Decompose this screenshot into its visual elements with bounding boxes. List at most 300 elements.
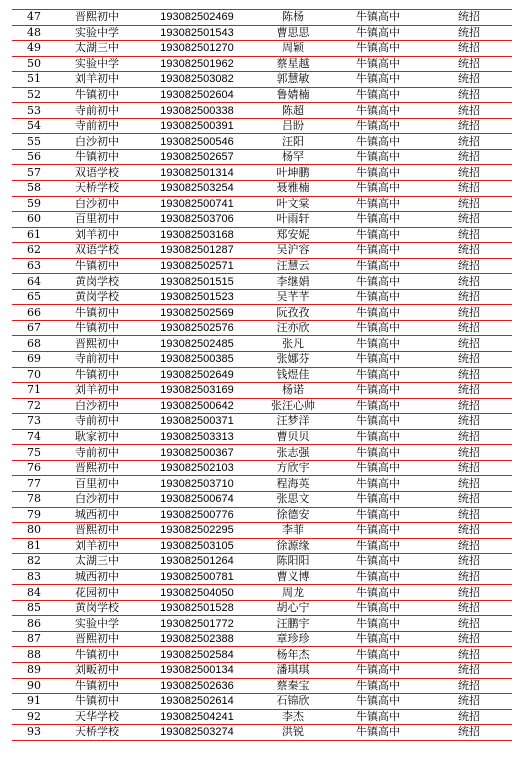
student-name-cell: 阮孜孜 <box>256 305 330 321</box>
exam-id-cell: 193082503169 <box>138 383 256 399</box>
admitted-school-cell: 牛镇高中 <box>330 678 426 694</box>
student-name-cell: 汪慧云 <box>256 258 330 274</box>
row-number-cell: 83 <box>12 569 56 585</box>
student-name-cell: 叶坤鹏 <box>256 165 330 181</box>
exam-id-cell: 193082500134 <box>138 662 256 678</box>
table-row <box>12 10 512 26</box>
admission-type-cell: 统招 <box>426 476 512 492</box>
school-cell: 刘羊初中 <box>56 538 138 554</box>
school-cell: 黄岗学校 <box>56 274 138 290</box>
admission-type-cell: 统招 <box>426 149 512 165</box>
exam-id-cell: 193082503706 <box>138 212 256 228</box>
admission-type-cell: 统招 <box>426 694 512 710</box>
row-number-cell: 72 <box>12 398 56 414</box>
row-number-cell: 48 <box>12 25 56 41</box>
table-row <box>12 585 512 601</box>
admitted-school-cell: 牛镇高中 <box>330 507 426 523</box>
student-name-cell: 汪梦洋 <box>256 414 330 430</box>
admitted-school-cell: 牛镇高中 <box>330 523 426 539</box>
row-number-cell: 88 <box>12 647 56 663</box>
exam-id-cell: 193082501962 <box>138 56 256 72</box>
admitted-school-cell: 牛镇高中 <box>330 491 426 507</box>
student-name-cell: 李继娟 <box>256 274 330 290</box>
school-cell: 耿家初中 <box>56 429 138 445</box>
table-row <box>12 600 512 616</box>
student-name-cell: 陈杨 <box>256 10 330 26</box>
exam-id-cell: 193082500391 <box>138 118 256 134</box>
exam-id-cell: 193082500385 <box>138 352 256 368</box>
exam-id-cell: 193082500367 <box>138 445 256 461</box>
student-name-cell: 鲁婧楠 <box>256 87 330 103</box>
school-cell: 晋熙初中 <box>56 10 138 26</box>
table-row <box>12 460 512 476</box>
admitted-school-cell: 牛镇高中 <box>330 616 426 632</box>
school-cell: 晋熙初中 <box>56 336 138 352</box>
row-number-cell: 69 <box>12 352 56 368</box>
school-cell: 寺前初中 <box>56 352 138 368</box>
student-name-cell: 曹思思 <box>256 25 330 41</box>
row-number-cell: 74 <box>12 429 56 445</box>
student-name-cell: 吴芊芊 <box>256 289 330 305</box>
admission-table <box>12 9 512 741</box>
admission-type-cell: 统招 <box>426 662 512 678</box>
exam-id-cell: 193082500642 <box>138 398 256 414</box>
school-cell: 太湖三中 <box>56 41 138 57</box>
student-name-cell: 曹贝贝 <box>256 429 330 445</box>
admitted-school-cell: 牛镇高中 <box>330 87 426 103</box>
row-number-cell: 55 <box>12 134 56 150</box>
admitted-school-cell: 牛镇高中 <box>330 243 426 259</box>
table-row <box>12 320 512 336</box>
admitted-school-cell: 牛镇高中 <box>330 10 426 26</box>
student-name-cell: 张志强 <box>256 445 330 461</box>
admitted-school-cell: 牛镇高中 <box>330 709 426 725</box>
admitted-school-cell: 牛镇高中 <box>330 414 426 430</box>
school-cell: 牛镇初中 <box>56 305 138 321</box>
exam-id-cell: 193082503710 <box>138 476 256 492</box>
exam-id-cell: 193082500781 <box>138 569 256 585</box>
admitted-school-cell: 牛镇高中 <box>330 25 426 41</box>
table-row <box>12 181 512 197</box>
exam-id-cell: 193082500674 <box>138 491 256 507</box>
table-row <box>12 243 512 259</box>
table-row <box>12 662 512 678</box>
row-number-cell: 75 <box>12 445 56 461</box>
table-row <box>12 134 512 150</box>
row-number-cell: 85 <box>12 600 56 616</box>
exam-id-cell: 193082502576 <box>138 320 256 336</box>
row-number-cell: 87 <box>12 631 56 647</box>
admitted-school-cell: 牛镇高中 <box>330 227 426 243</box>
student-name-cell: 叶雨轩 <box>256 212 330 228</box>
table-row <box>12 274 512 290</box>
exam-id-cell: 193082503274 <box>138 725 256 741</box>
table-row <box>12 258 512 274</box>
admitted-school-cell: 牛镇高中 <box>330 476 426 492</box>
school-cell: 百里初中 <box>56 212 138 228</box>
row-number-cell: 81 <box>12 538 56 554</box>
student-name-cell: 杨罕 <box>256 149 330 165</box>
admission-type-cell: 统招 <box>426 274 512 290</box>
admitted-school-cell: 牛镇高中 <box>330 445 426 461</box>
admission-type-cell: 统招 <box>426 554 512 570</box>
student-name-cell: 吴沪容 <box>256 243 330 259</box>
exam-id-cell: 193082501270 <box>138 41 256 57</box>
table-row <box>12 554 512 570</box>
row-number-cell: 86 <box>12 616 56 632</box>
table-row <box>12 476 512 492</box>
exam-id-cell: 193082500338 <box>138 103 256 119</box>
school-cell: 太湖三中 <box>56 554 138 570</box>
table-row <box>12 289 512 305</box>
table-row <box>12 491 512 507</box>
admission-type-cell: 统招 <box>426 87 512 103</box>
exam-id-cell: 193082504050 <box>138 585 256 601</box>
table-row <box>12 398 512 414</box>
student-name-cell: 方欣宇 <box>256 460 330 476</box>
exam-id-cell: 193082502295 <box>138 523 256 539</box>
admission-type-cell: 统招 <box>426 196 512 212</box>
row-number-cell: 78 <box>12 491 56 507</box>
table-row <box>12 383 512 399</box>
table-row <box>12 305 512 321</box>
school-cell: 白沙初中 <box>56 398 138 414</box>
admitted-school-cell: 牛镇高中 <box>330 554 426 570</box>
admitted-school-cell: 牛镇高中 <box>330 258 426 274</box>
exam-id-cell: 193082500741 <box>138 196 256 212</box>
admission-type-cell: 统招 <box>426 616 512 632</box>
row-number-cell: 82 <box>12 554 56 570</box>
exam-id-cell: 193082501543 <box>138 25 256 41</box>
row-number-cell: 77 <box>12 476 56 492</box>
admitted-school-cell: 牛镇高中 <box>330 367 426 383</box>
admission-type-cell: 统招 <box>426 414 512 430</box>
admission-type-cell: 统招 <box>426 181 512 197</box>
student-name-cell: 章珍珍 <box>256 631 330 647</box>
exam-id-cell: 193082502657 <box>138 149 256 165</box>
school-cell: 城西初中 <box>56 569 138 585</box>
student-name-cell: 徐德安 <box>256 507 330 523</box>
student-name-cell: 杨年杰 <box>256 647 330 663</box>
table-row <box>12 678 512 694</box>
exam-id-cell: 193082502604 <box>138 87 256 103</box>
admission-type-cell: 统招 <box>426 507 512 523</box>
row-number-cell: 67 <box>12 320 56 336</box>
admitted-school-cell: 牛镇高中 <box>330 538 426 554</box>
admission-type-cell: 统招 <box>426 460 512 476</box>
admission-type-cell: 统招 <box>426 227 512 243</box>
admitted-school-cell: 牛镇高中 <box>330 352 426 368</box>
student-name-cell: 蔡星越 <box>256 56 330 72</box>
exam-id-cell: 193082502649 <box>138 367 256 383</box>
school-cell: 牛镇初中 <box>56 258 138 274</box>
table-row <box>12 429 512 445</box>
row-number-cell: 59 <box>12 196 56 212</box>
row-number-cell: 60 <box>12 212 56 228</box>
admission-type-cell: 统招 <box>426 709 512 725</box>
row-number-cell: 64 <box>12 274 56 290</box>
student-name-cell: 叶文棠 <box>256 196 330 212</box>
school-cell: 天桥学校 <box>56 181 138 197</box>
row-number-cell: 80 <box>12 523 56 539</box>
admission-type-cell: 统招 <box>426 165 512 181</box>
row-number-cell: 56 <box>12 149 56 165</box>
row-number-cell: 91 <box>12 694 56 710</box>
admitted-school-cell: 牛镇高中 <box>330 336 426 352</box>
student-name-cell: 吕盼 <box>256 118 330 134</box>
exam-id-cell: 193082501264 <box>138 554 256 570</box>
school-cell: 牛镇初中 <box>56 367 138 383</box>
table-row <box>12 538 512 554</box>
row-number-cell: 71 <box>12 383 56 399</box>
admitted-school-cell: 牛镇高中 <box>330 725 426 741</box>
admitted-school-cell: 牛镇高中 <box>330 569 426 585</box>
row-number-cell: 61 <box>12 227 56 243</box>
student-name-cell: 汪亦欣 <box>256 320 330 336</box>
admitted-school-cell: 牛镇高中 <box>330 41 426 57</box>
school-cell: 实验中学 <box>56 25 138 41</box>
table-row <box>12 41 512 57</box>
exam-id-cell: 193082502584 <box>138 647 256 663</box>
school-cell: 双语学校 <box>56 243 138 259</box>
student-name-cell: 陈阳阳 <box>256 554 330 570</box>
school-cell: 晋熙初中 <box>56 631 138 647</box>
exam-id-cell: 193082504241 <box>138 709 256 725</box>
admission-type-cell: 统招 <box>426 243 512 259</box>
admitted-school-cell: 牛镇高中 <box>330 320 426 336</box>
admission-type-cell: 统招 <box>426 305 512 321</box>
table-row <box>12 725 512 741</box>
admitted-school-cell: 牛镇高中 <box>330 662 426 678</box>
admitted-school-cell: 牛镇高中 <box>330 647 426 663</box>
admission-type-cell: 统招 <box>426 538 512 554</box>
admission-type-cell: 统招 <box>426 647 512 663</box>
student-name-cell: 陈超 <box>256 103 330 119</box>
admitted-school-cell: 牛镇高中 <box>330 600 426 616</box>
admission-type-cell: 统招 <box>426 352 512 368</box>
student-name-cell: 张思文 <box>256 491 330 507</box>
admission-type-cell: 统招 <box>426 258 512 274</box>
row-number-cell: 53 <box>12 103 56 119</box>
admission-type-cell: 统招 <box>426 10 512 26</box>
student-name-cell: 徐源缘 <box>256 538 330 554</box>
admitted-school-cell: 牛镇高中 <box>330 72 426 88</box>
admission-type-cell: 统招 <box>426 289 512 305</box>
school-cell: 白沙初中 <box>56 196 138 212</box>
admission-type-cell: 统招 <box>426 600 512 616</box>
table-row <box>12 352 512 368</box>
row-number-cell: 70 <box>12 367 56 383</box>
school-cell: 天华学校 <box>56 709 138 725</box>
school-cell: 白沙初中 <box>56 134 138 150</box>
student-name-cell: 洪锐 <box>256 725 330 741</box>
table-row <box>12 336 512 352</box>
admitted-school-cell: 牛镇高中 <box>330 305 426 321</box>
row-number-cell: 79 <box>12 507 56 523</box>
school-cell: 城西初中 <box>56 507 138 523</box>
school-cell: 刘羊初中 <box>56 72 138 88</box>
table-row <box>12 367 512 383</box>
admission-list-sheet <box>12 9 512 741</box>
row-number-cell: 52 <box>12 87 56 103</box>
school-cell: 牛镇初中 <box>56 149 138 165</box>
admission-type-cell: 统招 <box>426 134 512 150</box>
student-name-cell: 蔡秦宝 <box>256 678 330 694</box>
exam-id-cell: 193082501772 <box>138 616 256 632</box>
school-cell: 双语学校 <box>56 165 138 181</box>
admitted-school-cell: 牛镇高中 <box>330 181 426 197</box>
row-number-cell: 89 <box>12 662 56 678</box>
admission-type-cell: 统招 <box>426 336 512 352</box>
row-number-cell: 51 <box>12 72 56 88</box>
table-row <box>12 72 512 88</box>
table-row <box>12 694 512 710</box>
school-cell: 刘羊初中 <box>56 383 138 399</box>
row-number-cell: 47 <box>12 10 56 26</box>
school-cell: 黄岗学校 <box>56 289 138 305</box>
admission-type-cell: 统招 <box>426 25 512 41</box>
admission-table-body <box>12 10 512 741</box>
row-number-cell: 62 <box>12 243 56 259</box>
admitted-school-cell: 牛镇高中 <box>330 383 426 399</box>
school-cell: 刘畈初中 <box>56 662 138 678</box>
student-name-cell: 张凡 <box>256 336 330 352</box>
student-name-cell: 周龙 <box>256 585 330 601</box>
admitted-school-cell: 牛镇高中 <box>330 631 426 647</box>
admission-type-cell: 统招 <box>426 585 512 601</box>
school-cell: 牛镇初中 <box>56 694 138 710</box>
row-number-cell: 58 <box>12 181 56 197</box>
exam-id-cell: 193082501314 <box>138 165 256 181</box>
admitted-school-cell: 牛镇高中 <box>330 56 426 72</box>
admitted-school-cell: 牛镇高中 <box>330 212 426 228</box>
row-number-cell: 66 <box>12 305 56 321</box>
row-number-cell: 50 <box>12 56 56 72</box>
row-number-cell: 92 <box>12 709 56 725</box>
table-row <box>12 709 512 725</box>
school-cell: 牛镇初中 <box>56 320 138 336</box>
table-row <box>12 87 512 103</box>
admitted-school-cell: 牛镇高中 <box>330 694 426 710</box>
exam-id-cell: 193082500371 <box>138 414 256 430</box>
table-row <box>12 56 512 72</box>
admission-type-cell: 统招 <box>426 429 512 445</box>
admission-type-cell: 统招 <box>426 725 512 741</box>
school-cell: 花园初中 <box>56 585 138 601</box>
admission-type-cell: 统招 <box>426 398 512 414</box>
exam-id-cell: 193082500546 <box>138 134 256 150</box>
school-cell: 寺前初中 <box>56 118 138 134</box>
student-name-cell: 石锦欣 <box>256 694 330 710</box>
row-number-cell: 73 <box>12 414 56 430</box>
admitted-school-cell: 牛镇高中 <box>330 429 426 445</box>
admission-type-cell: 统招 <box>426 445 512 461</box>
student-name-cell: 郭慧敏 <box>256 72 330 88</box>
row-number-cell: 65 <box>12 289 56 305</box>
admission-type-cell: 统招 <box>426 212 512 228</box>
admission-type-cell: 统招 <box>426 367 512 383</box>
admission-type-cell: 统招 <box>426 383 512 399</box>
admission-type-cell: 统招 <box>426 569 512 585</box>
table-row <box>12 103 512 119</box>
table-row <box>12 227 512 243</box>
admitted-school-cell: 牛镇高中 <box>330 289 426 305</box>
exam-id-cell: 193082503168 <box>138 227 256 243</box>
table-row <box>12 118 512 134</box>
school-cell: 牛镇初中 <box>56 678 138 694</box>
admission-type-cell: 统招 <box>426 41 512 57</box>
exam-id-cell: 193082501515 <box>138 274 256 290</box>
admitted-school-cell: 牛镇高中 <box>330 460 426 476</box>
student-name-cell: 聂雅楠 <box>256 181 330 197</box>
student-name-cell: 杨诺 <box>256 383 330 399</box>
admission-type-cell: 统招 <box>426 491 512 507</box>
exam-id-cell: 193082503105 <box>138 538 256 554</box>
admitted-school-cell: 牛镇高中 <box>330 134 426 150</box>
exam-id-cell: 193082502569 <box>138 305 256 321</box>
exam-id-cell: 193082502388 <box>138 631 256 647</box>
admission-type-cell: 统招 <box>426 320 512 336</box>
table-row <box>12 569 512 585</box>
row-number-cell: 54 <box>12 118 56 134</box>
school-cell: 寺前初中 <box>56 103 138 119</box>
student-name-cell: 周颖 <box>256 41 330 57</box>
student-name-cell: 汪鹏宇 <box>256 616 330 632</box>
table-row <box>12 212 512 228</box>
student-name-cell: 张汪心帅 <box>256 398 330 414</box>
table-row <box>12 631 512 647</box>
admission-type-cell: 统招 <box>426 72 512 88</box>
table-row <box>12 25 512 41</box>
admitted-school-cell: 牛镇高中 <box>330 165 426 181</box>
row-number-cell: 84 <box>12 585 56 601</box>
school-cell: 晋熙初中 <box>56 460 138 476</box>
student-name-cell: 潘琪琪 <box>256 662 330 678</box>
exam-id-cell: 193082502103 <box>138 460 256 476</box>
student-name-cell: 程海英 <box>256 476 330 492</box>
exam-id-cell: 193082500776 <box>138 507 256 523</box>
admission-type-cell: 统招 <box>426 678 512 694</box>
school-cell: 牛镇初中 <box>56 647 138 663</box>
school-cell: 寺前初中 <box>56 445 138 461</box>
row-number-cell: 57 <box>12 165 56 181</box>
table-row <box>12 507 512 523</box>
exam-id-cell: 193082502614 <box>138 694 256 710</box>
admitted-school-cell: 牛镇高中 <box>330 103 426 119</box>
school-cell: 白沙初中 <box>56 491 138 507</box>
school-cell: 实验中学 <box>56 616 138 632</box>
row-number-cell: 49 <box>12 41 56 57</box>
table-row <box>12 616 512 632</box>
admitted-school-cell: 牛镇高中 <box>330 398 426 414</box>
exam-id-cell: 193082503313 <box>138 429 256 445</box>
admitted-school-cell: 牛镇高中 <box>330 149 426 165</box>
admitted-school-cell: 牛镇高中 <box>330 196 426 212</box>
exam-id-cell: 193082502571 <box>138 258 256 274</box>
admission-type-cell: 统招 <box>426 631 512 647</box>
table-row <box>12 165 512 181</box>
admission-type-cell: 统招 <box>426 523 512 539</box>
exam-id-cell: 193082502636 <box>138 678 256 694</box>
student-name-cell: 李菲 <box>256 523 330 539</box>
table-row <box>12 196 512 212</box>
exam-id-cell: 193082501287 <box>138 243 256 259</box>
row-number-cell: 76 <box>12 460 56 476</box>
school-cell: 刘羊初中 <box>56 227 138 243</box>
student-name-cell: 胡心宁 <box>256 600 330 616</box>
exam-id-cell: 193082502485 <box>138 336 256 352</box>
admission-type-cell: 统招 <box>426 56 512 72</box>
